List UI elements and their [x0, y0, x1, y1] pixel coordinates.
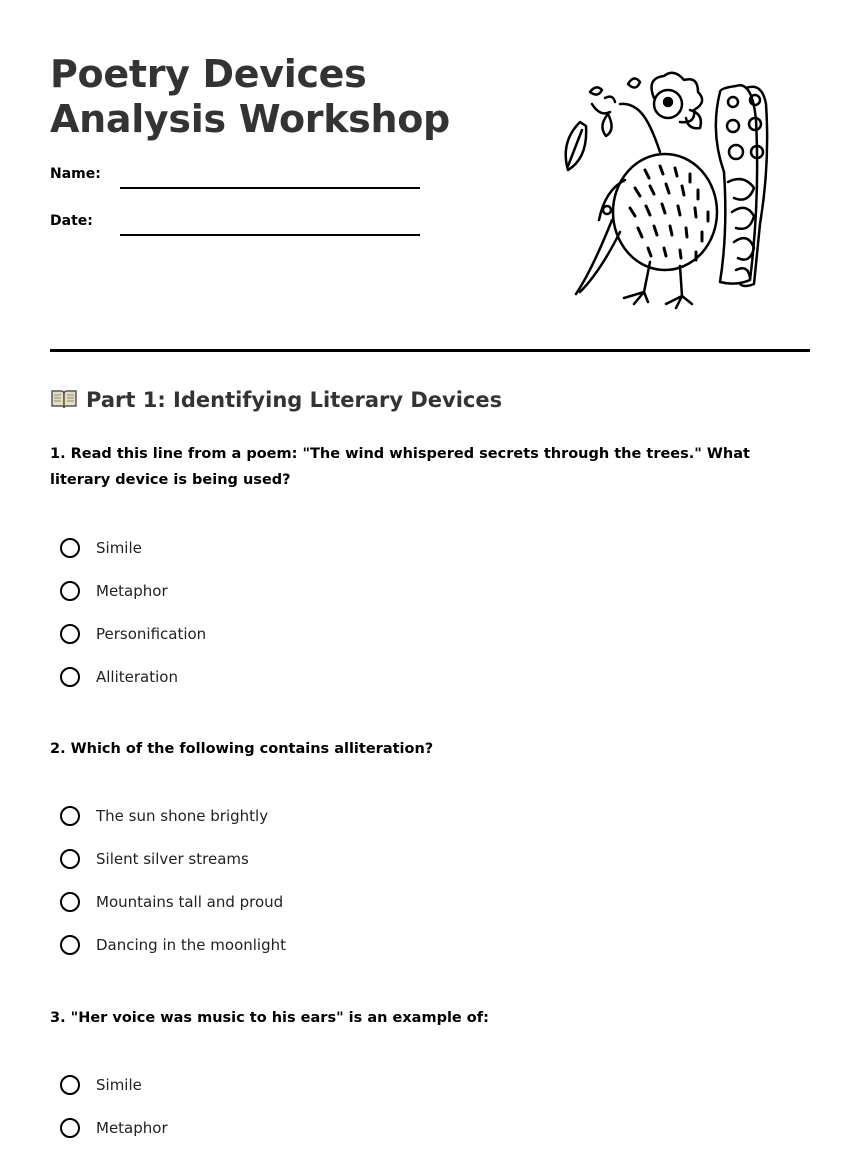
q1-option-1[interactable]: Simile	[60, 535, 142, 561]
q2-option-1[interactable]: The sun shone brightly	[60, 803, 268, 829]
q1-option-4[interactable]: Alliteration	[60, 664, 178, 690]
q3-option-1[interactable]: Simile	[60, 1072, 142, 1098]
radio-button[interactable]	[60, 849, 80, 869]
date-field[interactable]	[120, 234, 420, 236]
q1-option-3[interactable]: Personification	[60, 621, 206, 647]
radio-button[interactable]	[60, 935, 80, 955]
question-1: 1. Read this line from a poem: "The wind whispered secrets through the trees." What literary device is being used?	[50, 446, 750, 488]
q2-option-2[interactable]: Silent silver streams	[60, 846, 249, 872]
radio-button[interactable]	[60, 1118, 80, 1138]
header-divider	[50, 349, 810, 352]
worksheet-title: Poetry Devices Analysis Workshop	[50, 52, 450, 141]
date-label: Date:	[50, 213, 93, 229]
section-title	[50, 388, 502, 412]
question-3: 3. "Her voice was music to his ears" is an example of:	[50, 1010, 489, 1026]
name-field[interactable]	[120, 187, 420, 189]
radio-button[interactable]	[60, 806, 80, 826]
question-2: 2. Which of the following contains alliteration?	[50, 741, 434, 757]
q3-option-2[interactable]: Metaphor	[60, 1115, 168, 1141]
q1-option-2[interactable]: Metaphor	[60, 578, 168, 604]
radio-button[interactable]	[60, 624, 80, 644]
q2-option-4[interactable]: Dancing in the moonlight	[60, 932, 286, 958]
open-book-icon	[50, 388, 78, 410]
radio-button[interactable]	[60, 1075, 80, 1095]
radio-button[interactable]	[60, 667, 80, 687]
radio-button[interactable]	[60, 892, 80, 912]
q2-option-3[interactable]: Mountains tall and proud	[60, 889, 283, 915]
kiwi-bird-illustration	[550, 62, 790, 312]
name-label: Name:	[50, 166, 101, 182]
radio-button[interactable]	[60, 581, 80, 601]
section-title-text: Part 1: Identifying Literary Devices	[86, 388, 503, 412]
radio-button[interactable]	[60, 538, 80, 558]
